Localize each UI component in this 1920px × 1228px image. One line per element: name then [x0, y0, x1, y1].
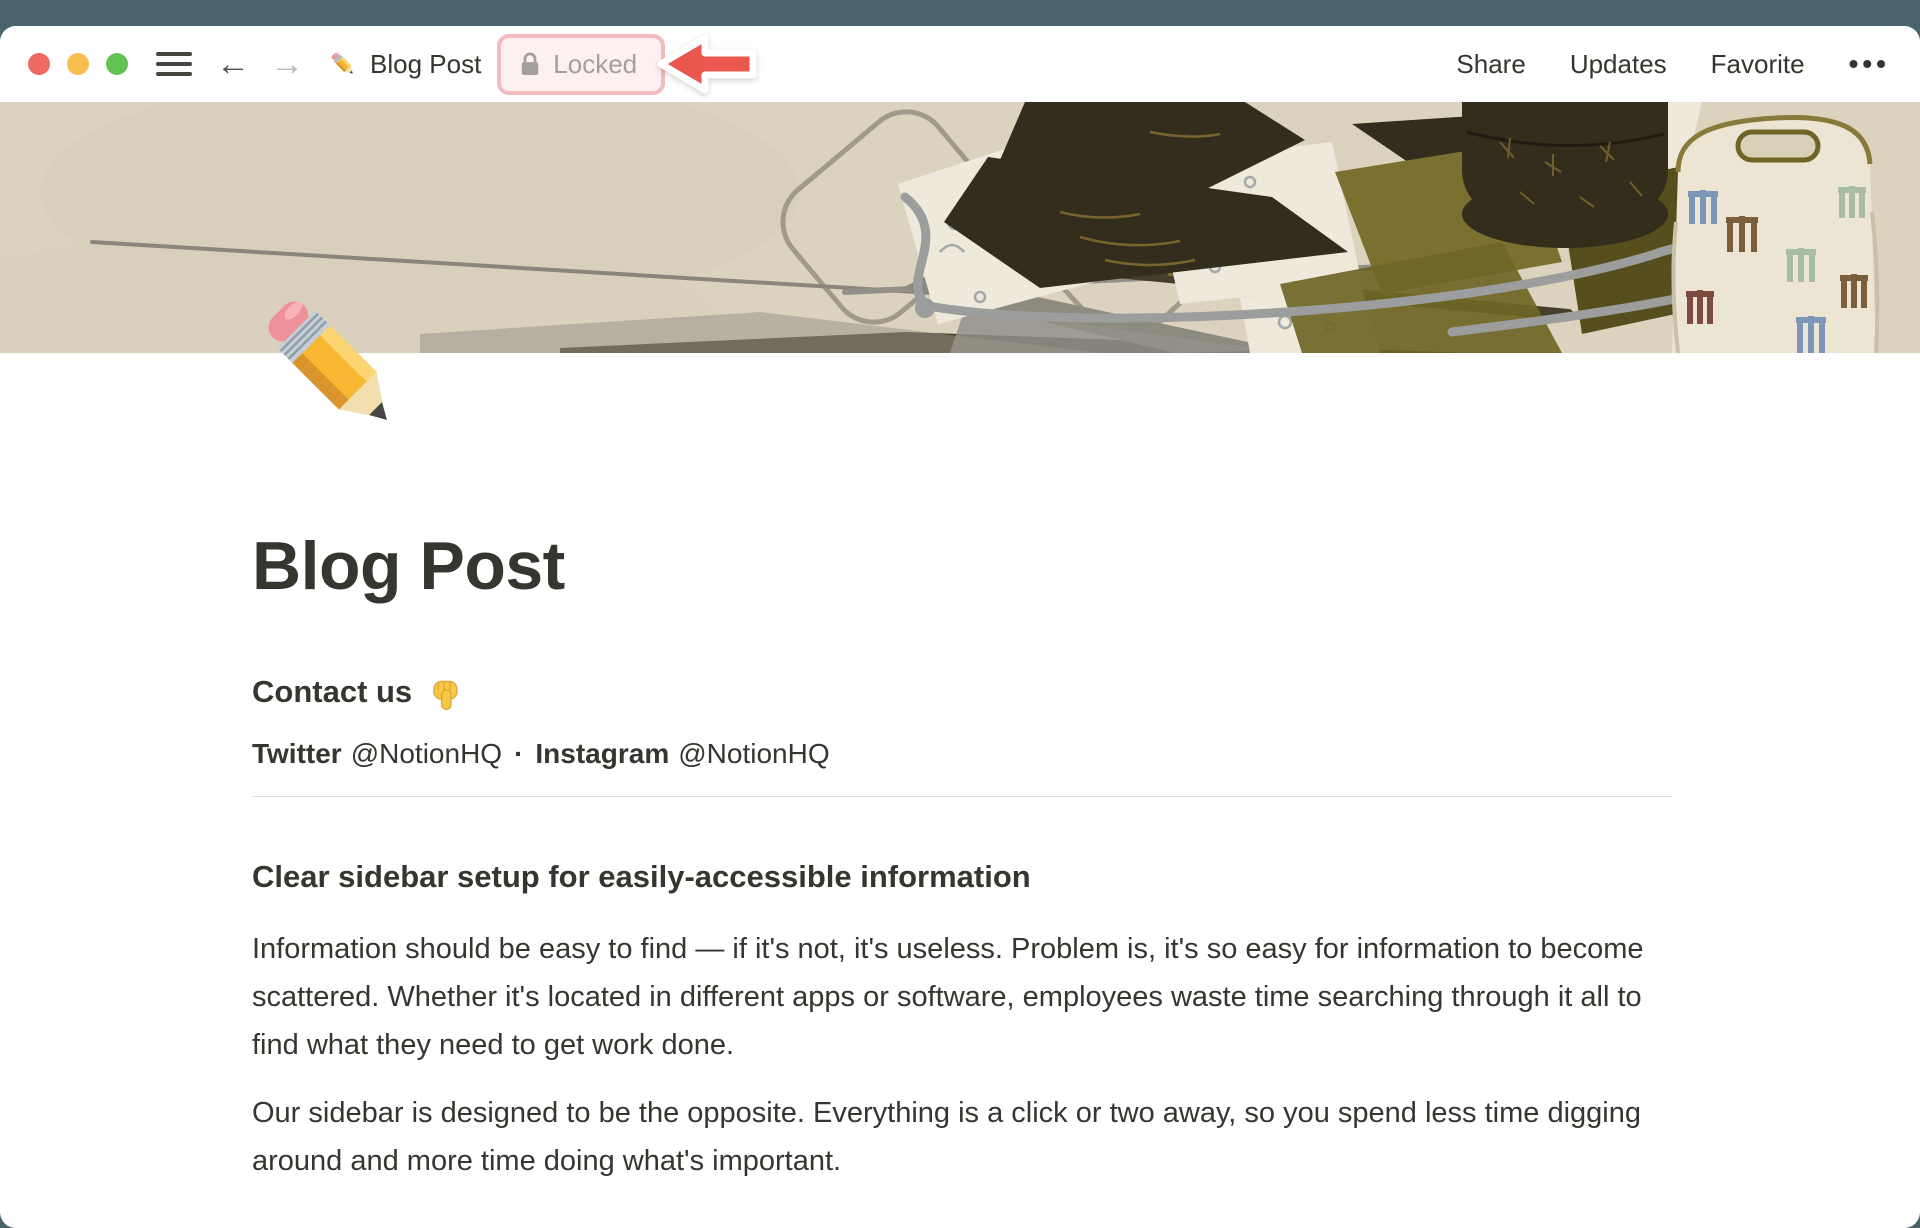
toolbar: [0, 26, 1920, 102]
favorite-button[interactable]: Favorite: [1710, 48, 1805, 79]
contact-heading-text: Contact us: [252, 673, 413, 709]
updates-button[interactable]: Updates: [1569, 48, 1667, 79]
locked-button[interactable]: [501, 38, 661, 91]
divider: [252, 796, 1672, 797]
paragraph-1[interactable]: Information should be easy to find — if it's not, it's useless. Problem is, it's so easy for information to become scattered. Whether it's located in different apps or software, employees waste time searching through it all to find what they need to get work done.: [252, 932, 1644, 1061]
window-controls: [28, 53, 128, 75]
share-button[interactable]: Share: [1456, 48, 1526, 79]
page-title[interactable]: Blog Post: [252, 528, 565, 604]
instagram-label: Instagram: [535, 737, 670, 769]
locked-annotation-highlight: [497, 34, 665, 95]
back-arrow-icon[interactable]: ←: [216, 45, 250, 83]
locked-label: Locked: [553, 48, 638, 79]
section-heading[interactable]: Clear sidebar setup for easily-accessible information: [252, 858, 1031, 894]
minimize-window-button[interactable]: [67, 53, 89, 75]
app-window: [0, 26, 1920, 1228]
page-icon-pencil-emoji[interactable]: [248, 281, 416, 449]
close-window-button[interactable]: [28, 53, 50, 75]
sidebar-menu-icon[interactable]: [156, 49, 192, 79]
breadcrumb-page-title[interactable]: Blog Post: [370, 48, 482, 79]
toolbar-actions: [1456, 48, 1890, 80]
lock-icon: [519, 51, 541, 77]
contact-heading[interactable]: [252, 674, 1672, 710]
twitter-label: Twitter: [252, 737, 342, 769]
more-options-icon[interactable]: •••: [1848, 48, 1890, 79]
twitter-handle: @NotionHQ: [350, 737, 503, 769]
page-content: [0, 353, 1672, 1185]
pencil-emoji-icon-small: [328, 49, 358, 79]
zoom-window-button[interactable]: [106, 53, 128, 75]
annotation-left-arrow-icon: [655, 32, 759, 96]
forward-arrow-icon[interactable]: →: [270, 45, 304, 83]
pointing-down-emoji-icon: [428, 678, 462, 712]
instagram-handle: @NotionHQ: [678, 737, 830, 769]
paragraph-2[interactable]: Our sidebar is designed to be the opposite. Everything is a click or two away, so you spend less time digging around and more time doing what's important.: [252, 1096, 1641, 1177]
separator-dot: ·: [514, 737, 524, 769]
social-links-line: [252, 738, 1672, 770]
